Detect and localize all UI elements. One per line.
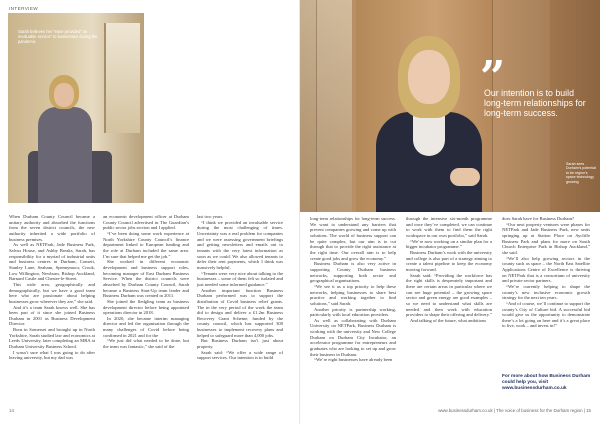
paragraph: “And of course, we’ll continue to support the county’s City of Culture bid. A successful bid would give us the opportunity to demonstrate there’s a lot going on here and it’s a great place to live, work – and invest in!” (502, 300, 590, 329)
paragraph: “We’re eight businesses have already been (314, 357, 393, 363)
paragraph: “I think we provided an invaluable service during the most challenging of times. Uncertainty was a real problem for companies and we were assessing government briefings and getting newsletters and emails out to tenants with the very latest information as soon as we could. We also allowed tenants to defer their rent payments, which I think was massively helpful. (197, 219, 283, 270)
right-page (300, 0, 600, 424)
paragraph: “We’re now working on a similar plan for a bigger incubator programme.” (406, 238, 492, 250)
paragraph: And talking of the future, what ambitions (410, 317, 487, 323)
paragraph: “I’ve been doing some work experience at North Yorkshire County Council’s finance department linked to European funding and the role at Durham included the same area. I’m sure that helped me get the job.” (103, 230, 189, 259)
paragraph: “Our next property ventures were phases for NETPark and Jade Business Park, new units springing up at Station Place on Aycliffe Business Park and plans for more on South Church Enterprise Park in Bishop Auckland,” she said. (502, 221, 590, 255)
paragraph: long-term relationships for long-term success. We want to understand any barriers that prevent companies growing and come up with solutions. The world of business support can be quite complex, but our aim is to cut through that to provide the right assistance at the right time. Our overall aim is to help create good jobs and grow the economy.” (310, 216, 396, 261)
body-column-5 (406, 216, 492, 323)
paragraph: But Business Durham isn’t just about property. (197, 338, 283, 350)
paragraph: Another priority is partnership working, particularly with local education providers. (310, 306, 396, 318)
pull-quote: Our intention is to build long-term relationships for long-term success. (484, 88, 586, 119)
paragraph: Sarah said: “Providing the workforce has the right skills is desperately important and there are certain areas in particular where we can see huge potential – the growing space sector and green energy are good examples – so we need to understand what skills are needed and then work with education providers to shape their offering and delivery.” (406, 272, 492, 318)
paragraph: “Tenants were very nice about talking to the businesses – some of them felt so isolated and just needed some informed guidance.” (197, 270, 283, 287)
paragraph: And it’s a team Sarah knows well. She has been part of it since she joined Business Durham in 2001 as Business Development Director. (9, 304, 95, 327)
paragraph: She joined the fledgling team as business development director before being appointed operations director in 2018. (103, 298, 189, 316)
paragraph: As well as NETPark, Jade Business Park, Salvus House, and Ashby Breaks, Sarah, has responsibility for a myriad of industrial units and business centres in Durham, Consett, Stanley Lane, Seaham, Spennymoor, Crook, Low Willington, Newburn, Bishop Auckland, Barnard Castle and Chester-le-Street. (9, 242, 95, 282)
paragraph: Business Durham is also very active in supporting County Durham business networks, supporting both sector and geographical organisations. (310, 261, 396, 284)
section-label: INTERVIEW (9, 6, 39, 11)
body-column-3 (197, 214, 283, 361)
paragraph: Business Durham’s work with the university and college is also part of a strategy aiming to create a talent pipeline to keep the economy moving forward. (406, 249, 492, 272)
page-number-left: 14 (9, 408, 14, 413)
paragraph: “We’ll also help growing sectors in the county such as space – the North East Satellite Applications Centre of Excellence is thriving on NETPark that is a consortium of university and private sector partners. (502, 255, 590, 284)
paragraph: “We just did what needed to be done, but the team was fantastic,” she said of the (103, 338, 189, 350)
paragraph: She worked in different economic development and business support roles, becoming manager of East Durham Business Service. When the district councils were absorbed by Durham County Council, Sarah became a Business Start-Up team leader and Business Durham was created in 2011. (103, 259, 189, 299)
paragraph: Another important function Business Durham performed was to support the distribution of Covid business relief grants. The in the very period of the work the team did to design and deliver a £1.2m Business Recovery Grant Scheme, funded by the county council, which has supported 300 businesses to implement recovery plans and helped to safeguard more than 4,000 jobs. (197, 287, 283, 338)
body-column-1 (9, 214, 95, 361)
paragraph: This wide area, geographically and demographically, but we have a good team here who are passionate about helping businesses grow wherever they are,” she said. (9, 281, 95, 304)
portrait-photo-seated (8, 13, 144, 203)
quote-mark-icon: ” (480, 52, 506, 103)
paragraph: an economic development officer at Durham County Council advertised in The Guardian’s public sector jobs section and I applied. (103, 214, 189, 231)
paragraph: When Durham County Council became a unitary authority and absorbed the functions from the seven district councils, the new authority inherited a wide portfolio of business premises. (9, 214, 95, 242)
body-column-4 (310, 216, 396, 363)
photo-caption-left: Sarah believes her “ease provided” an invaluable service” to businesses during the pandemic (18, 29, 98, 44)
page-number-right: www.businessdurham.co.uk | The voice of business for the Durham region | 15 (438, 408, 591, 413)
paragraph: In 2020, she became interim managing director and led the organisation through the many challenges of Covid before being confirmed in 2021 and for the (103, 315, 189, 338)
paragraph: through the intensive six-month programme and once they’ve completed, we can continue to work with them to find them the right workspace in our own portfolio,” said Sarah. (406, 216, 492, 238)
paragraph: As well as collaborating with Durham University on NETPark, Business Durham is working with the university and New College Durham on Durham City Incubator, an accelerator programme for entrepreneurs and graduates who are looking to set up and grow their business in Durham. (310, 317, 396, 357)
cta-link-text[interactable]: For more about how Business Durham could help you, visit www.businessdurham.co.uk (502, 374, 591, 391)
paragraph: I wasn’t sure what I was going to do after leaving university, but my dad was (9, 349, 95, 361)
paragraph: “We see it as a top priority to help these networks, helping businesses to share best practice and working together to find solutions,” said Sarah. (310, 283, 396, 306)
paragraph: Born in Somerset and brought up in North Yorkshire, Sarah studied law and economics at Leeds University, later completing an MBA at Durham University Business School. (9, 327, 95, 350)
paragraph: does Sarah have for Business Durham? (502, 216, 575, 221)
paragraph: “We’re currently helping to shape the county’s new inclusive economic growth strategy for the next ten years. (502, 283, 590, 301)
paragraph: last two years. (197, 214, 224, 219)
body-column-2 (103, 214, 189, 350)
portrait-photo-closeup (300, 0, 600, 212)
paragraph: Sarah said: “We offer a wide range of support services. Our intention is to build (197, 349, 283, 361)
photo-caption-right: Sarah sees Durham’s potential to be region’s space technology growing (566, 162, 596, 184)
body-column-6 (502, 216, 590, 329)
